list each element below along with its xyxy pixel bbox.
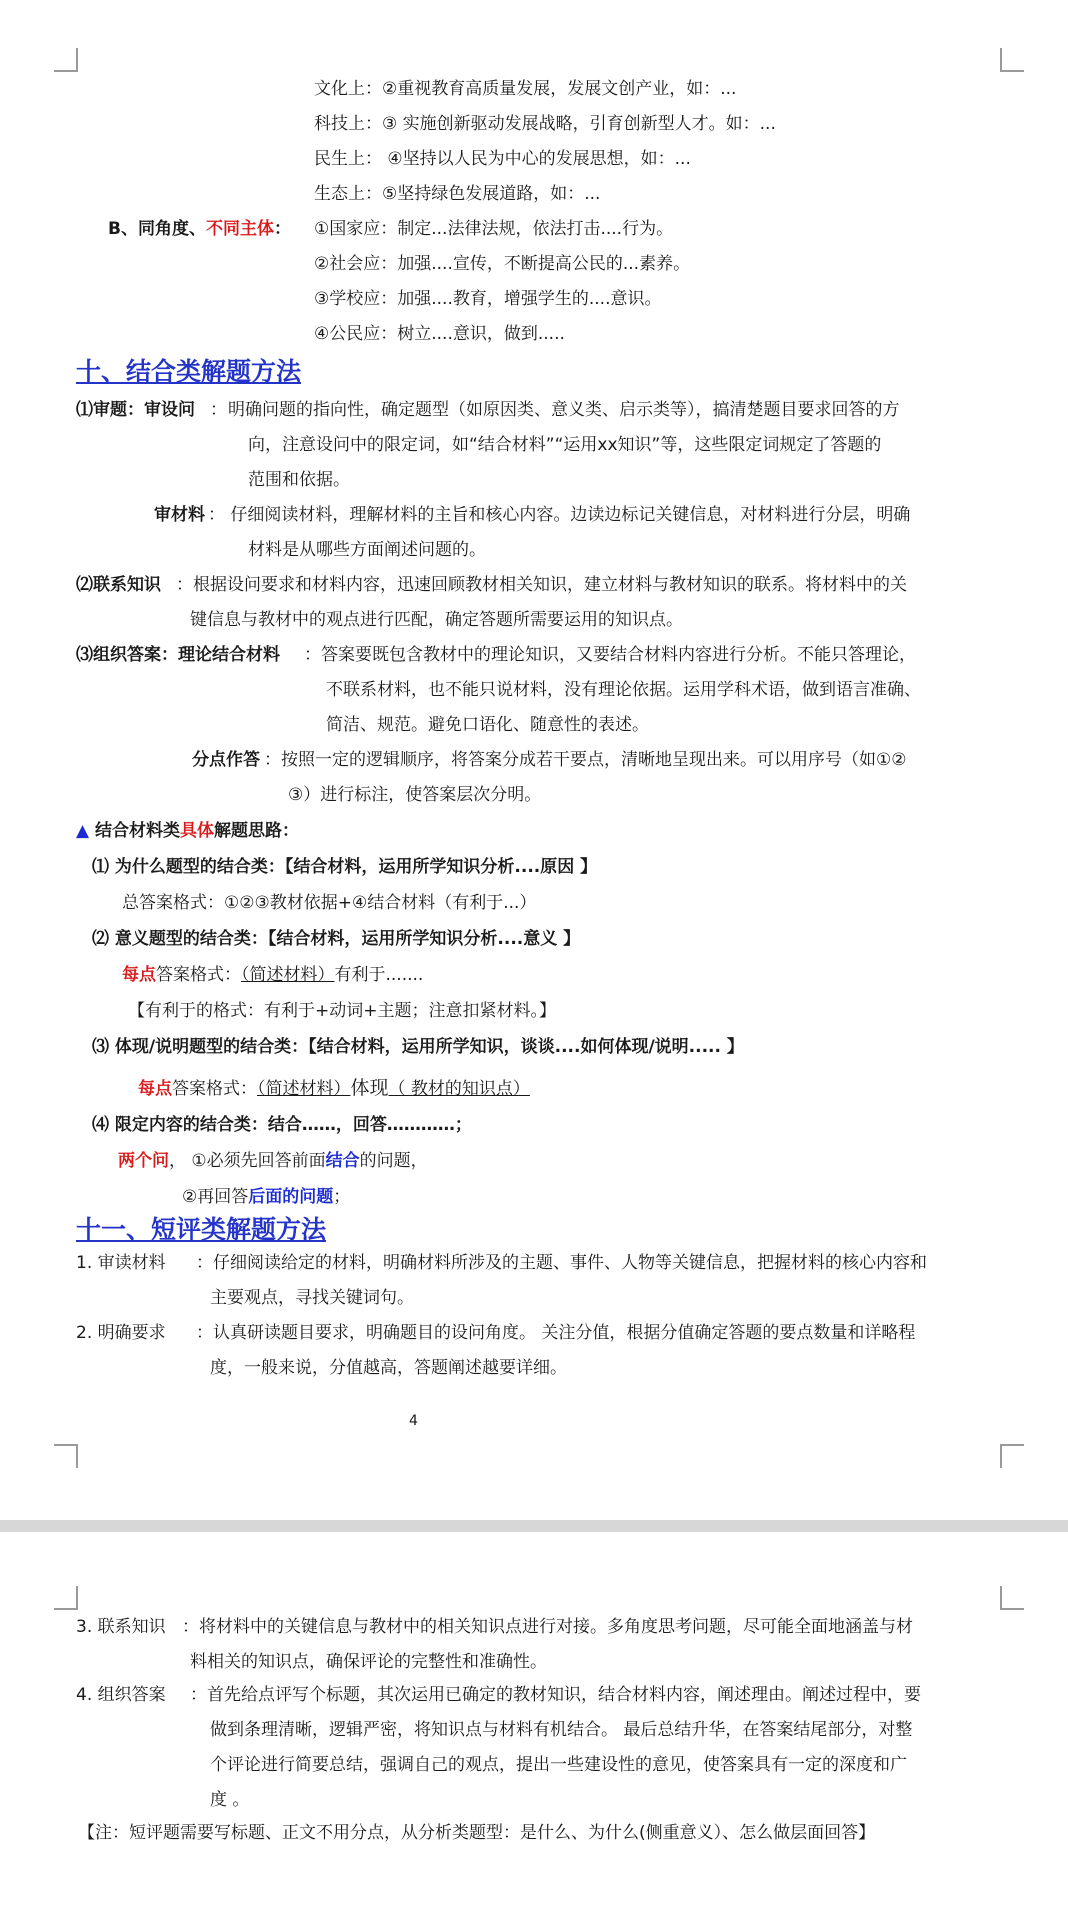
p2-label: 2. 明确要求 [76, 1323, 166, 1343]
q4-text: ②再回答 [182, 1187, 249, 1207]
q2-format [122, 963, 423, 987]
page-corner-mark [1000, 1586, 1024, 1610]
s2-label: ⑵联系知识 [76, 575, 161, 595]
section-heading-11: 十一、短评类解题方法 [76, 1215, 327, 1244]
p2-line: 度，一般来说，分值越高，答题阐述越要详细。 [210, 1358, 567, 1378]
q3-red-text: 每点 [138, 1079, 172, 1099]
section-heading-10: 十、结合类解题方法 [76, 357, 302, 386]
s1-label: ⑴审题：审设问 [76, 400, 195, 420]
text-line: 民生上： ④坚持以人民为中心的发展思想，如：... [314, 149, 691, 169]
text-line: 生态上：⑤坚持绿色发展道路，如：... [314, 184, 601, 204]
q2-text: 有利于....... [334, 965, 424, 985]
q4-text: ， ①必须先回答前面 [169, 1151, 326, 1171]
p3-line: 料相关的知识点，确保评论的完整性和准确性。 [190, 1652, 547, 1672]
s1-line: 范围和依据。 [248, 470, 350, 490]
s3-line: 不联系材料，也不能只说材料，没有理论依据。运用学科术语，做到语言准确、 [326, 680, 921, 700]
p1-label: 1. 审读材料 [76, 1253, 166, 1273]
q4-red-text: 两个问 [118, 1151, 169, 1171]
q4-line [182, 1185, 350, 1209]
b-colon: ： [273, 219, 291, 239]
q3-underline: （简述材料） [257, 1079, 351, 1099]
q3-text: 答案格式： [172, 1079, 257, 1099]
s1-line: 向，注意设问中的限定词，如“结合材料”“运用xx知识”等，这些限定词规定了答题的 [248, 435, 882, 455]
s2-line: 键信息与教材中的观点进行匹配，确定答题所需要运用的知识点。 [190, 610, 683, 630]
q1-title: ⑴ 为什么题型的结合类：【结合材料，运用所学知识分析....原因 】 [92, 857, 598, 877]
q3-title: ⑶ 体现/说明题型的结合类：【结合材料，运用所学知识，谈谈....如何体现/说明..... 】 [92, 1037, 744, 1057]
q4-text: ； [333, 1187, 351, 1207]
b-red-text: 不同主体 [205, 219, 274, 239]
p4-line: 个评论进行简要总结，强调自己的观点，提出一些建设性的意见，使答案具有一定的深度和广 [210, 1755, 907, 1775]
text-line: 文化上：②重视教育高质量发展，发展文创产业，如：... [314, 79, 737, 99]
s3b-label: 分点作答 [192, 750, 260, 770]
s3-line: 简洁、规范。避免口语化、随意性的表述。 [326, 715, 649, 735]
b-heading [108, 217, 291, 241]
q3-underline: （ 教材的知识点） [388, 1079, 530, 1099]
s3b-line: ：按照一定的逻辑顺序，将答案分成若干要点，清晰地呈现出来。可以用序号（如①② [264, 750, 907, 770]
page-corner-mark [1000, 1444, 1024, 1468]
s1b-line: ： 仔细阅读材料，理解材料的主旨和核心内容。边读边标记关键信息，对材料进行分层，明确 [208, 505, 911, 525]
p4-line: 度 。 [210, 1790, 250, 1810]
p3-line: ：将材料中的关键信息与教材中的相关知识点进行对接。多角度思考问题，尽可能全面地涵盖与材 [182, 1617, 913, 1637]
page-corner-mark [1000, 48, 1024, 72]
s1b-label: 审材料 [154, 505, 205, 525]
q4-text: 的问题， [359, 1151, 428, 1171]
q4-blue-text: 后面的问题 [248, 1187, 334, 1207]
p4-line: ：首先给点评写个标题，其次运用已确定的教材知识，结合材料内容，阐述理由。阐述过程中，要 [190, 1685, 921, 1705]
s3b-line: ③）进行标注，使答案层次分明。 [288, 785, 542, 805]
b-item: ③学校应：加强....教育，增强学生的....意识。 [314, 289, 662, 309]
s1-colon: ： [210, 400, 227, 420]
page-corner-mark [54, 1444, 78, 1468]
b-item: ①国家应：制定...法律法规，依法打击....行为。 [314, 219, 674, 239]
approach-text: 结合材料类 [89, 821, 180, 841]
note-line: 【注：短评题需要写标题、正文不用分点，从分析类题型：是什么、为什么(侧重意义）、怎么做层面回答】 [78, 1823, 876, 1843]
q3-text: 体现 [350, 1077, 389, 1099]
q4-blue-text: 结合 [325, 1151, 360, 1171]
page-corner-mark [54, 1586, 78, 1610]
b-prefix: B、同角度、 [108, 219, 206, 239]
q3-format [138, 1076, 530, 1101]
triangle-icon: ▲ [76, 821, 90, 841]
q1-line: 总答案格式：①②③教材依据+④结合材料（有利于...） [122, 893, 537, 913]
p3-label: 3. 联系知识 [76, 1617, 166, 1637]
p1-line: 主要观点，寻找关键词句。 [210, 1288, 414, 1308]
s2-line: ：根据设问要求和材料内容，迅速回顾教材相关知识，建立材料与教材知识的联系。将材料中的关 [176, 575, 907, 595]
s1b-line: 材料是从哪些方面阐述问题的。 [248, 540, 486, 560]
p4-label: 4. 组织答案 [76, 1685, 166, 1705]
page-corner-mark [54, 48, 78, 72]
approach-red-text: 具体 [180, 821, 214, 841]
approach-text: 解题思路： [214, 821, 299, 841]
p1-line: ：仔细阅读给定的材料，明确材料所涉及的主题、事件、人物等关键信息，把握材料的核心内容和 [196, 1253, 927, 1273]
q2-underline: （简述材料） [241, 965, 335, 985]
q2-note: 【有利于的格式：有利于+动词+主题；注意扣紧材料。】 [128, 1001, 556, 1021]
q4-line [118, 1149, 428, 1173]
b-item: ④公民应：树立....意识，做到..... [314, 324, 565, 344]
text-line: 科技上：③ 实施创新驱动发展战略，引育创新型人才。如：... [314, 114, 776, 134]
p2-line: ：认真研读题目要求，明确题目的设问角度。 关注分值，根据分值确定答题的要点数量和详略程 [196, 1323, 916, 1343]
b-item: ②社会应：加强....宣传，不断提高公民的...素养。 [314, 254, 691, 274]
s3-line: ：答案要既包含教材中的理论知识，又要结合材料内容进行分析。不能只答理论， [304, 645, 916, 665]
page-separator [0, 1520, 1068, 1532]
q4-title: ⑷ 限定内容的结合类：结合……，回答…………； [92, 1115, 472, 1135]
p4-line: 做到条理清晰，逻辑严密，将知识点与材料有机结合。 最后总结升华，在答案结尾部分，对整 [210, 1720, 913, 1740]
q2-red-text: 每点 [122, 965, 156, 985]
s1-line: 明确问题的指向性，确定题型（如原因类、意义类、启示类等），搞清楚题目要求回答的方 [228, 400, 900, 420]
s3-label: ⑶组织答案：理论结合材料 [76, 645, 280, 665]
page-number: 4 [409, 1413, 418, 1429]
q2-text: 答案格式： [156, 965, 241, 985]
q2-title: ⑵ 意义题型的结合类：【结合材料，运用所学知识分析....意义 】 [92, 929, 581, 949]
approach-heading [76, 819, 299, 843]
